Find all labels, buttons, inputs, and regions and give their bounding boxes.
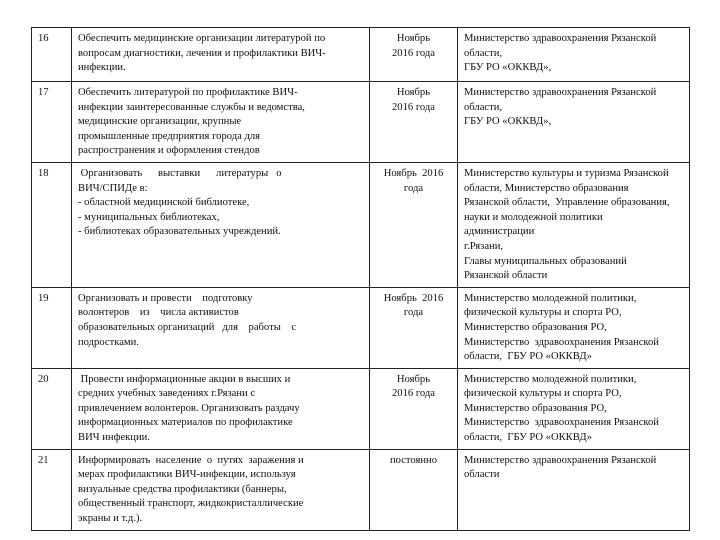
action-line: мерах профилактики ВИЧ-инфекции, используя [78, 469, 296, 481]
deadline-line: постоянно [389, 454, 438, 466]
table-row [32, 368, 690, 449]
action-line: - муниципальных библиотеках, [78, 211, 220, 223]
action-line: привлечением волонтеров. Организовать раздачу [78, 402, 300, 414]
responsible-cell [458, 449, 690, 530]
action-cell [72, 82, 370, 163]
responsible-line: области, Министерство образования [464, 182, 629, 194]
activity-plan-table [31, 27, 690, 531]
deadline-cell [370, 449, 458, 530]
action-line: Организовать и провести подготовку [78, 292, 253, 304]
action-line: волонтеров из числа активистов [78, 307, 239, 319]
responsible-line: администрации [464, 226, 535, 238]
action-line: информационных материалов по профилактике [78, 417, 293, 429]
responsible-line: Министерство образования РО, [464, 402, 607, 414]
responsible-line: Министерство образования РО, [464, 321, 607, 333]
responsible-line: науки и молодежной политики [464, 211, 603, 223]
action-line: ВИЧ/СПИДе в: [78, 182, 148, 194]
action-line: Организовать выставки литературы о [78, 167, 282, 179]
deadline-cell [370, 368, 458, 449]
responsible-line: Главы муниципальных образований [464, 255, 627, 267]
action-line: Провести информационные акции в высших и [78, 373, 291, 385]
table-row [32, 28, 690, 82]
action-line: медицинские организации, крупные [78, 116, 242, 128]
table-row [32, 82, 690, 163]
action-cell [72, 449, 370, 530]
row-number: 16 [32, 28, 72, 82]
responsible-line: области, [464, 47, 503, 59]
deadline-line: 2016 года [391, 47, 435, 59]
deadline-line: года [403, 182, 424, 194]
responsible-line: физической культуры и спорта РО, [464, 388, 622, 400]
responsible-cell [458, 162, 690, 287]
action-line: подростками. [78, 336, 139, 348]
deadline-line: Ноябрь 2016 [383, 167, 444, 179]
action-cell [72, 28, 370, 82]
responsible-line: г.Рязани, [464, 240, 504, 252]
action-cell [72, 287, 370, 368]
responsible-line: Министерство молодежной политики, [464, 373, 637, 385]
action-line: инфекции заинтересованные службы и ведомства, [78, 101, 305, 113]
row-number: 21 [32, 449, 72, 530]
action-line: - библиотеках образовательных учреждений. [78, 226, 281, 238]
responsible-line: ГБУ РО «ОККВД», [464, 116, 552, 128]
action-line: инфекции. [78, 62, 126, 74]
action-line: Обеспечить литературой по профилактике ВИЧ- [78, 87, 298, 98]
responsible-line: Министерство здравоохранения Рязанской [464, 454, 657, 466]
deadline-line: Ноябрь [396, 33, 431, 44]
table-row [32, 287, 690, 368]
action-line: вопросам диагностики, лечения и профилактики ВИЧ- [78, 47, 326, 59]
deadline-line: 2016 года [391, 388, 435, 400]
action-line: Обеспечить медицинские организации литературой по [78, 33, 326, 44]
responsible-cell [458, 287, 690, 368]
row-number: 19 [32, 287, 72, 368]
action-line: промышленные предприятия города для [78, 130, 261, 142]
responsible-line: Рязанской области [464, 270, 548, 282]
deadline-line: Ноябрь [396, 373, 431, 385]
action-line: - областной медицинской библиотеке, [78, 197, 250, 209]
deadline-line: 2016 года [391, 101, 435, 113]
deadline-cell [370, 287, 458, 368]
action-line: экраны и т.д.). [78, 513, 143, 525]
responsible-line: области, ГБУ РО «ОККВД» [464, 432, 592, 444]
responsible-line: Министерство здравоохранения Рязанской [464, 336, 659, 348]
deadline-cell [370, 82, 458, 163]
action-line: образовательных организаций для работы с [78, 321, 297, 333]
responsible-line: ГБУ РО «ОККВД», [464, 62, 552, 74]
deadline-line: Ноябрь 2016 [383, 292, 444, 304]
deadline-cell [370, 162, 458, 287]
responsible-line: Министерство здравоохранения Рязанской [464, 417, 659, 429]
responsible-line: области, ГБУ РО «ОККВД» [464, 351, 592, 363]
action-line: ВИЧ инфекции. [78, 432, 150, 444]
document-page [31, 27, 689, 531]
table-row [32, 449, 690, 530]
action-line: распространения и оформления стендов [78, 145, 260, 157]
responsible-line: Министерство здравоохранения Рязанской [464, 87, 657, 98]
action-line: визуальные средства профилактики (баннеры, [78, 483, 287, 495]
responsible-line: Министерство культуры и туризма Рязанской [464, 167, 669, 179]
action-line: Информировать население о путях заражения и [78, 454, 304, 466]
action-line: общественный транспорт, жидкокристаллические [78, 498, 304, 510]
row-number: 17 [32, 82, 72, 163]
responsible-line: Министерство здравоохранения Рязанской [464, 33, 657, 44]
responsible-cell [458, 368, 690, 449]
responsible-cell [458, 28, 690, 82]
table-row [32, 162, 690, 287]
row-number: 18 [32, 162, 72, 287]
responsible-line: Рязанской области, Управление образования, [464, 197, 670, 209]
responsible-cell [458, 82, 690, 163]
action-line: средних учебных заведениях г.Рязани с [78, 388, 256, 400]
responsible-line: физической культуры и спорта РО, [464, 307, 622, 319]
deadline-line: года [403, 307, 424, 319]
action-cell [72, 162, 370, 287]
responsible-line: Министерство молодежной политики, [464, 292, 637, 304]
action-cell [72, 368, 370, 449]
deadline-cell [370, 28, 458, 82]
responsible-line: области, [464, 101, 503, 113]
responsible-line: области [464, 469, 500, 481]
deadline-line: Ноябрь [396, 87, 431, 98]
row-number: 20 [32, 368, 72, 449]
